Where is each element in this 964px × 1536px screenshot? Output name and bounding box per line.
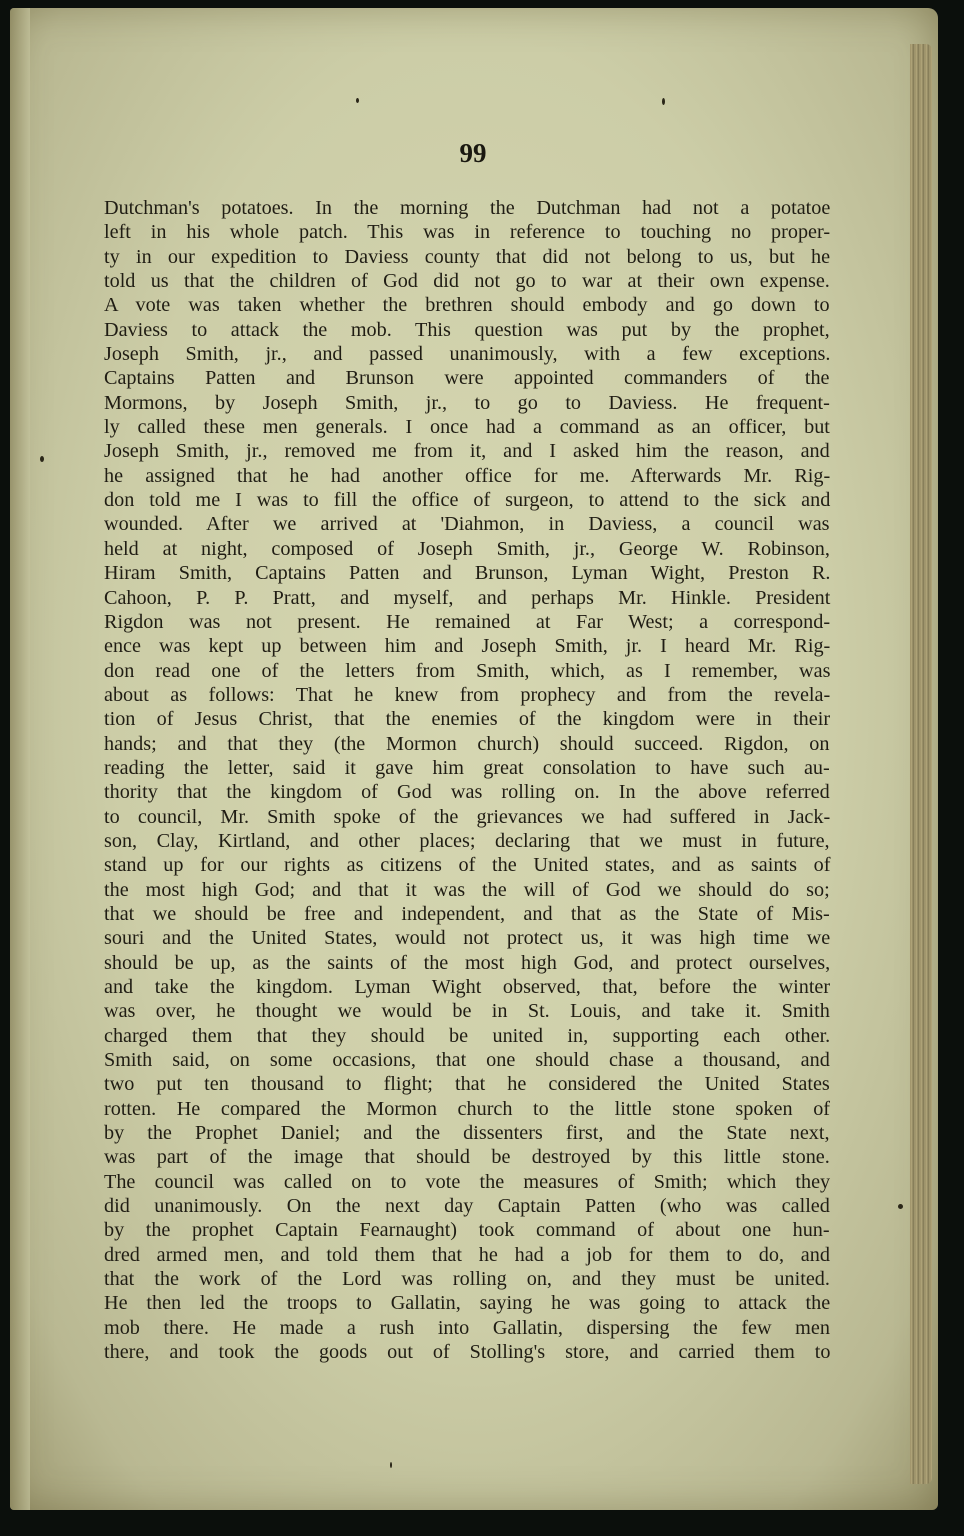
text-line: was part of the image that should be destroyed by this little stone. bbox=[104, 1146, 830, 1169]
text-line: ty in our expedition to Daviess county that did not belong to us, but he bbox=[104, 245, 831, 268]
text-line: Daviess to attack the mob. This question was put by the prophet, bbox=[104, 318, 830, 341]
text-line: hands; and that they (the Mormon church) should succeed. Rigdon, on bbox=[104, 732, 830, 755]
text-line: to council, Mr. Smith spoke of the grievances we had suffered in Jack- bbox=[104, 805, 831, 828]
text-line: He then led the troops to Gallatin, saying he was going to attack the bbox=[104, 1292, 831, 1315]
text-line: told us that the children of God did not go to war at their own expense. bbox=[104, 270, 830, 293]
text-line: Mormons, by Joseph Smith, jr., to go to Daviess. He frequent- bbox=[104, 391, 830, 414]
text-line: son, Clay, Kirtland, and other places; declaring that we must in future, bbox=[104, 829, 830, 852]
page-number: 99 bbox=[459, 138, 487, 168]
ink-speck bbox=[662, 98, 665, 105]
text-line: Hiram Smith, Captains Patten and Brunson, Lyman Wight, Preston R. bbox=[104, 562, 831, 585]
text-line: The council was called on to vote the measures of Smith; which they bbox=[104, 1170, 831, 1193]
text-line: don read one of the letters from Smith, which, as I remember, was bbox=[104, 659, 831, 682]
text-line: that we should be free and independent, and that as the State of Mis- bbox=[104, 902, 830, 925]
text-line: Captains Patten and Brunson were appointed commanders of the bbox=[104, 367, 830, 390]
page-gutter bbox=[10, 8, 30, 1510]
text-line: held at night, composed of Joseph Smith, jr., George W. Robinson, bbox=[104, 537, 830, 560]
text-line: there, and took the goods out of Stolling's store, and carried them to bbox=[104, 1341, 831, 1364]
text-line: Rigdon was not present. He remained at Far West; a correspond- bbox=[104, 610, 831, 633]
ink-speck bbox=[390, 1462, 392, 1468]
body-text bbox=[104, 196, 830, 1365]
text-line: dred armed men, and told them that he had a job for them to do, and bbox=[104, 1243, 830, 1266]
text-line: by the Prophet Daniel; and the dissenters first, and the State next, bbox=[104, 1122, 830, 1145]
text-line: was over, he thought we would be in St. Louis, and take it. Smith bbox=[104, 1000, 830, 1023]
text-line: the most high God; and that it was the will of God we should do so; bbox=[104, 878, 830, 901]
text-line: don told me I was to fill the office of surgeon, to attend to the sick and bbox=[104, 489, 831, 512]
ink-speck bbox=[40, 456, 44, 462]
page-edges bbox=[910, 44, 932, 1484]
text-line: ly called these men generals. I once had a command as an officer, but bbox=[104, 416, 830, 439]
text-line: stand up for our rights as citizens of the United states, and as saints of bbox=[104, 854, 831, 877]
text-line: ence was kept up between him and Joseph Smith, jr. I heard Mr. Rig- bbox=[104, 635, 831, 658]
text-line: mob there. He made a rush into Gallatin, dispersing the few men bbox=[104, 1316, 830, 1339]
text-line: he assigned that he had another office for me. Afterwards Mr. Rig- bbox=[104, 464, 831, 487]
text-line: reading the letter, said it gave him great consolation to have such au- bbox=[104, 756, 830, 779]
text-line: charged them that they should be united in, supporting each other. bbox=[104, 1024, 831, 1047]
text-line: Dutchman's potatoes. In the morning the Dutchman had not a potatoe bbox=[104, 197, 831, 219]
text-line: and take the kingdom. Lyman Wight observed, that, before the winter bbox=[104, 976, 831, 998]
ink-speck bbox=[356, 98, 359, 103]
ink-speck bbox=[898, 1204, 903, 1209]
text-line: Cahoon, P. P. Pratt, and myself, and perhaps Mr. Hinkle. President bbox=[104, 586, 831, 609]
text-line: wounded. After we arrived at 'Diahmon, in Daviess, a council was bbox=[104, 513, 830, 536]
text-line: that the work of the Lord was rolling on, and they must be united. bbox=[104, 1268, 830, 1291]
text-line: did unanimously. On the next day Captain Patten (who was called bbox=[104, 1195, 830, 1218]
text-line: thority that the kingdom of God was rolling on. In the above referred bbox=[104, 781, 830, 804]
text-line: tion of Jesus Christ, that the enemies of the kingdom were in their bbox=[104, 708, 831, 731]
text-line: Joseph Smith, jr., and passed unanimously, with a few exceptions. bbox=[104, 343, 831, 366]
text-line: Joseph Smith, jr., removed me from it, and I asked him the reason, and bbox=[104, 440, 830, 463]
text-line: souri and the United States, would not protect us, it was high time we bbox=[104, 927, 831, 950]
text-line: Smith said, on some occasions, that one should chase a thousand, and bbox=[104, 1049, 830, 1072]
text-line: about as follows: That he knew from prophecy and from the revela- bbox=[104, 683, 831, 706]
text-line: rotten. He compared the Mormon church to the little stone spoken of bbox=[104, 1097, 831, 1120]
text-line: should be up, as the saints of the most high God, and protect ourselves, bbox=[104, 951, 831, 974]
text-line: A vote was taken whether the brethren should embody and go down to bbox=[104, 294, 830, 317]
text-line: by the prophet Captain Fearnaught) took command of about one hun- bbox=[104, 1219, 830, 1242]
text-line: left in his whole patch. This was in reference to touching no proper- bbox=[104, 221, 831, 244]
text-line: two put ten thousand to flight; that he considered the United States bbox=[104, 1073, 830, 1096]
